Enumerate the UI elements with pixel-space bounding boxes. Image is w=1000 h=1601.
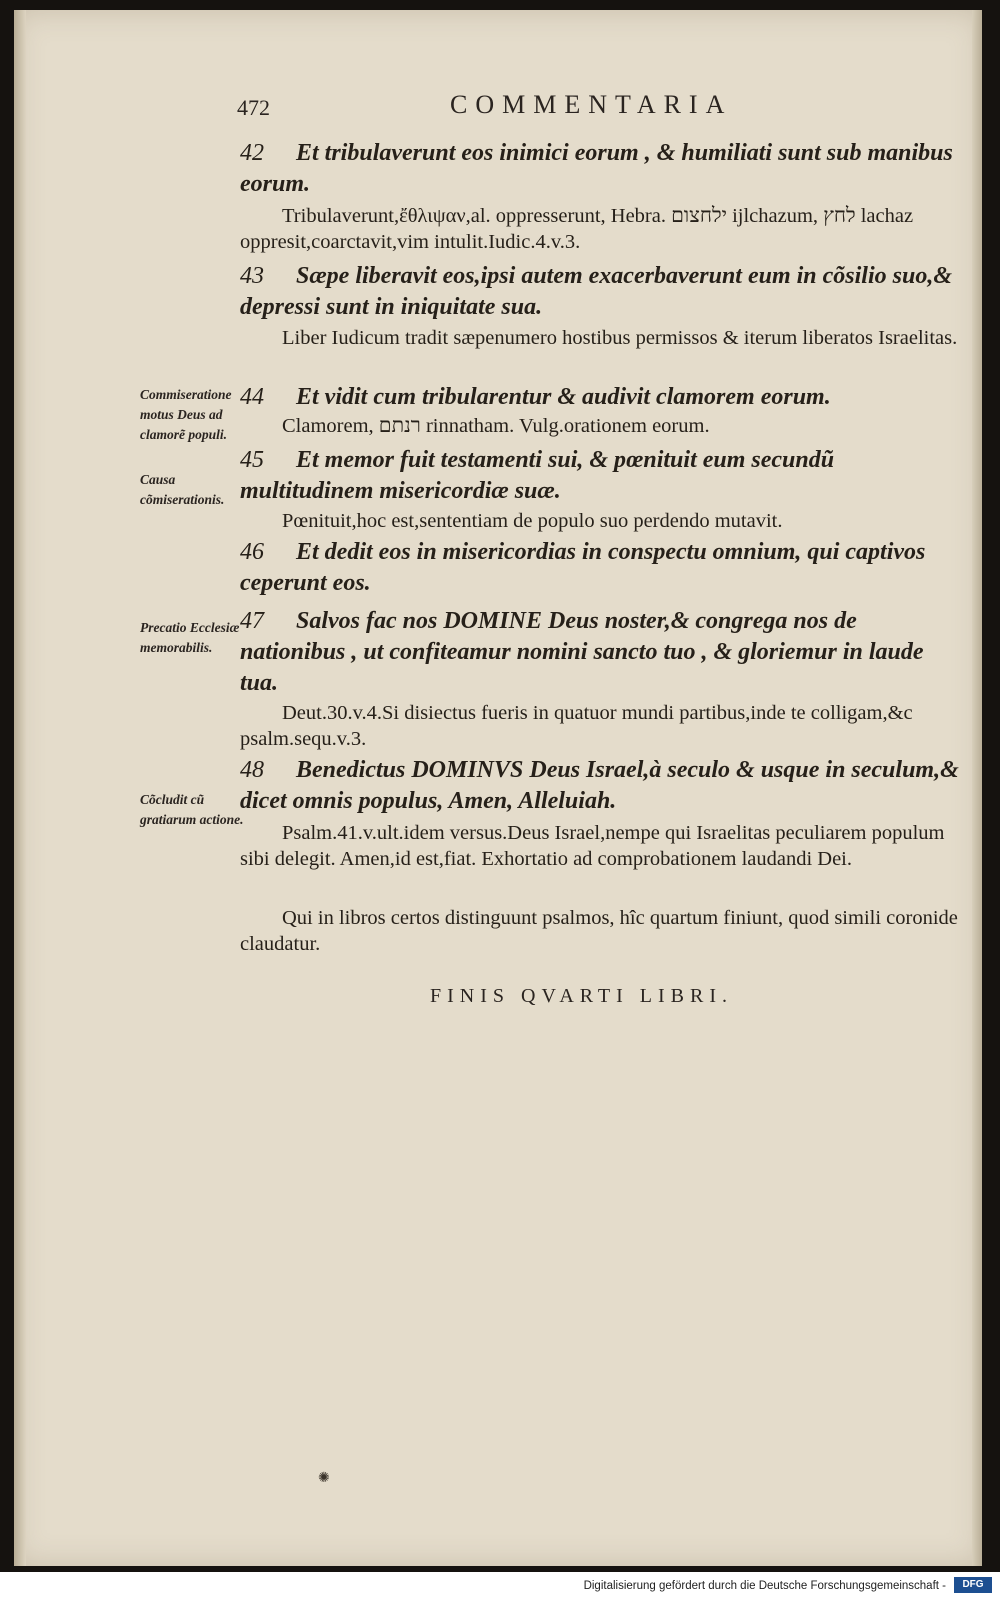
verse-text: Sæpe liberavit eos,ipsi autem exacerbaverunt eum in cõsilio suo,& depressi sunt in iniquitate sua. [240,263,952,320]
margin-note: Precatio Ecclesiæ memorabilis. [140,620,240,655]
verse-number: 48 [240,757,264,783]
page-gutter [14,10,26,1566]
verse-text: Salvos fac nos DOMINE Deus noster,& congrega nos de nationibus , ut confiteamur nomini sancto tuo , & gloriemur in laude tua. [240,608,924,696]
verse-number: 42 [240,140,264,166]
note-45: Pœnituit,hoc est,sententiam de populo suo perdendo mutavit. [282,510,783,532]
verse-43 [240,261,965,323]
margin-note: Causa cõmiserationis. [140,472,225,507]
verse-text: Et dedit eos in misericordias in conspectu omnium, qui captivos ceperunt eos. [240,539,926,596]
note-48: Psalm.41.v.ult.idem versus.Deus Israel,nempe qui Israelitas peculiarem populum sibi delegit. Amen,id est,fiat. Exhortatio ad comprobationem laudandi Dei. [240,822,945,870]
margin-note: Commiseratione motus Deus ad clamorẽ populi. [140,387,232,442]
margin-note: Cõcludit cũ gratiarum actione. [140,792,244,827]
verse-text: Et memor fuit testamenti sui, & pœnituit eum secundũ multitudinem misericordiæ suæ. [240,447,835,504]
verse-text: Et vidit cum tribularentur & audivit clamorem eorum. [296,384,831,410]
closing-note: Qui in libros certos distinguunt psalmos, hîc quartum finiunt, quod simili coronide claudatur. [240,907,958,955]
verse-42 [240,138,965,200]
finis-line: FINIS QVARTI LIBRI. [430,985,733,1007]
page-edge [972,10,982,1566]
verse-text: Et tribulaverunt eos inimici eorum , & humiliati sunt sub manibus eorum. [240,140,953,197]
note-47: Deut.30.v.4.Si disiectus fueris in quatuor mundi partibus,inde te colligam,&c psalm.sequ.v.3. [240,702,913,750]
dfg-logo-icon: DFG [954,1577,992,1593]
verse-number: 45 [240,447,264,473]
verse-48 [240,755,965,817]
verse-number: 47 [240,608,264,634]
page-number: 472 [237,95,270,120]
running-title: COMMENTARIA [450,90,733,119]
note-44: Clamorem, רנתם rinnatham. Vulg.orationem eorum. [282,415,710,437]
note-42: Tribulaverunt,ἔθλιψαν,al. oppresserunt, Hebra. ילחצום ijlchazum, לחץ lachaz oppresit,coarctavit,vim intulit.Iudic.4.v.3. [240,205,914,253]
verse-text: Benedictus DOMINVS Deus Israel,à seculo & usque in seculum,& dicet omnis populus, Amen, Alleluiah. [240,757,959,814]
verse-number: 46 [240,539,264,565]
verse-45 [240,445,965,507]
verse-44 [240,382,965,413]
ornament-mark: ✺ [318,1471,330,1486]
note-43: Liber Iudicum tradit sæpenumero hostibus permissos & iterum liberatos Israelitas. [282,327,958,349]
verse-number: 43 [240,263,264,289]
footer-bar [0,1572,1000,1601]
verse-number: 44 [240,384,264,410]
footer-credit: Digitalisierung gefördert durch die Deutsche Forschungsgemeinschaft - [583,1580,946,1592]
verse-46 [240,537,965,599]
verse-47 [240,606,965,699]
